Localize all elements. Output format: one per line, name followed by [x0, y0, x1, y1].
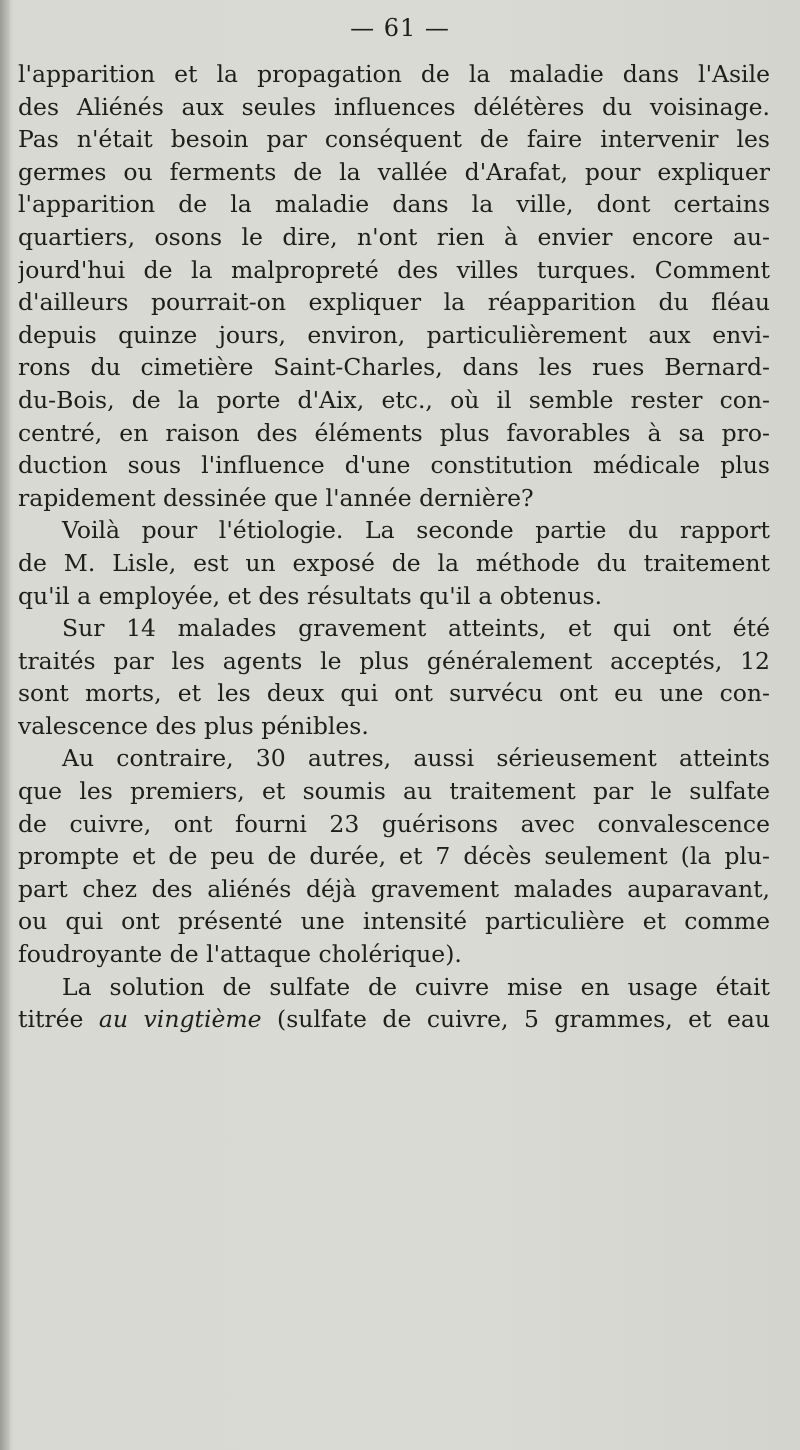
text-line: sont morts, et les deux qui ont survécu ont eu une con-	[18, 679, 770, 708]
text-line: du-Bois, de la porte d'Aix, etc., où il semble rester con-	[18, 385, 770, 414]
text-line: qu'il a employée, et des résultats qu'il a obtenus.	[18, 581, 603, 610]
text-line: germes ou ferments de la vallée d'Arafat, pour expliquer	[18, 157, 770, 186]
text-line: que les premiers, et soumis au traitement par le sulfate	[18, 777, 770, 806]
text-line: prompte et de peu de durée, et 7 décès seulement (la plu-	[18, 842, 770, 871]
text-line: traités par les agents le plus généralement acceptés, 12	[18, 646, 770, 675]
text-line: centré, en raison des éléments plus favorables à sa pro-	[18, 418, 770, 447]
text-line: foudroyante de l'attaque cholérique).	[18, 940, 462, 969]
text-line: Au contraire, 30 autres, aussi sérieusement atteints	[62, 744, 770, 773]
final-line-end: (sulfate de cuivre, 5 grammes, et eau	[261, 1005, 770, 1034]
text-line: quartiers, osons le dire, n'ont rien à envier encore au-	[18, 222, 770, 251]
body-text	[18, 58, 770, 1036]
text-line: rapidement dessinée que l'année dernière?	[18, 483, 534, 512]
text-line: depuis quinze jours, environ, particulièrement aux envi-	[18, 320, 770, 349]
final-line-italic: au vingtième	[98, 1005, 262, 1034]
text-line: de M. Lisle, est un exposé de la méthode du traitement	[18, 548, 770, 577]
text-line: l'apparition et la propagation de la maladie dans l'Asile	[18, 60, 770, 88]
text-line: Voilà pour l'étiologie. La seconde partie du rapport	[62, 516, 770, 545]
text-line: jourd'hui de la malpropreté des villes turques. Comment	[18, 255, 770, 284]
text-line: La solution de sulfate de cuivre mise en usage était	[62, 972, 770, 1001]
text-line: rons du cimetière Saint-Charles, dans les rues Bernard-	[18, 353, 770, 382]
text-line: Pas n'était besoin par conséquent de faire intervenir les	[18, 125, 770, 154]
text-line: Sur 14 malades gravement atteints, et qui ont été	[62, 614, 770, 643]
text-line: ou qui ont présenté une intensité particulière et comme	[18, 907, 770, 936]
text-line: l'apparition de la maladie dans la ville, dont certains	[18, 190, 770, 219]
text-line: part chez des aliénés déjà gravement malades auparavant,	[18, 874, 770, 903]
text-line	[18, 1003, 770, 1036]
text-line: d'ailleurs pourrait-on expliquer la réapparition du fléau	[18, 288, 770, 317]
page-gutter-shadow	[0, 0, 10, 1450]
text-line: de cuivre, ont fourni 23 guérisons avec convalescence	[18, 809, 770, 838]
text-line: des Aliénés aux seules influences délétères du voisinage.	[18, 92, 770, 121]
page-number: — 61 —	[350, 14, 450, 42]
text-line: duction sous l'influence d'une constitution médicale plus	[18, 451, 770, 480]
final-line-start: titrée	[18, 1005, 99, 1034]
text-line: valescence des plus pénibles.	[18, 711, 369, 740]
